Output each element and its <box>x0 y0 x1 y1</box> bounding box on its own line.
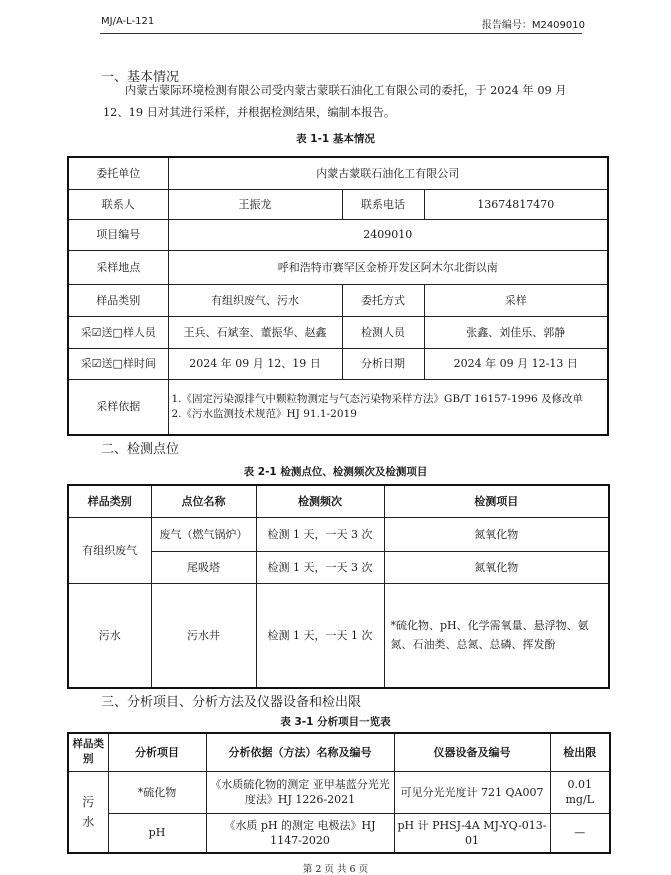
table-row <box>68 348 608 379</box>
instrument: pH 计 PHSJ-4A MJ-YQ-013-01 <box>394 813 550 853</box>
table-row <box>68 583 609 688</box>
water-category: 污水 <box>68 583 151 688</box>
point-name: 尾吸塔 <box>151 551 256 583</box>
table-row <box>68 284 608 316</box>
table-2-1-caption: 表 2-1 检测点位、检测频次及检测项目 <box>243 466 428 478</box>
analysis-date-value: 2024 年 09 月 12-13 日 <box>424 348 608 379</box>
frequency: 检测 1 天，一天 3 次 <box>256 517 384 551</box>
analysis-item: pH <box>108 813 206 853</box>
header-category: 样品类别 <box>68 485 151 517</box>
header-frequency: 检测频次 <box>256 485 384 517</box>
header-method: 分析依据（方法）名称及编号 <box>206 733 394 771</box>
table-row <box>68 771 610 813</box>
header-items: 检测项目 <box>384 485 609 517</box>
phone-label: 联系电话 <box>342 189 424 219</box>
section-1-title: 一、基本情况 <box>101 70 180 85</box>
analysis-item: *硫化物 <box>108 771 206 813</box>
tester-value: 张鑫、刘佳乐、郭静 <box>424 316 608 348</box>
analysis-method: 《水质 pH 的测定 电极法》HJ 1147-2020 <box>206 813 394 853</box>
header-point: 点位名称 <box>151 485 256 517</box>
tester-label: 检测人员 <box>342 316 424 348</box>
table-row <box>68 250 608 284</box>
basis-line-2: 2.《污水监测技术规范》HJ 91.1-2019 <box>171 407 357 420</box>
table-header-row <box>68 733 610 771</box>
site-label: 采样地点 <box>68 250 168 284</box>
test-items: 氮氧化物 <box>384 551 609 583</box>
detection-limit: — <box>550 813 610 853</box>
header-item: 分析项目 <box>108 733 206 771</box>
section-2-title: 二、检测点位 <box>101 442 180 457</box>
test-items: *硫化物、pH、化学需氧量、悬浮物、氨氮、石油类、总氮、总磷、挥发酚 <box>384 583 609 688</box>
site-value: 呼和浩特市赛罕区金桥开发区阿木尔北街以南 <box>168 250 608 284</box>
table-3-1-caption: 表 3-1 分析项目一览表 <box>280 716 391 728</box>
basis-value <box>168 379 608 435</box>
type-label: 样品类别 <box>68 284 168 316</box>
points-table <box>67 484 610 689</box>
project-label: 项目编号 <box>68 219 168 250</box>
sampler-value: 王兵、石斌奎、董振华、赵鑫 <box>168 316 342 348</box>
gas-category: 有组织废气 <box>68 517 151 583</box>
table-header-row <box>68 485 609 517</box>
header-divider <box>100 33 582 34</box>
analysis-table <box>67 732 611 854</box>
section-1-paragraph: 内蒙古蒙际环境检测有限公司受内蒙古蒙联石油化工有限公司的委托，于 2024 年 09 月 12、19 日对其进行采样，并根据检测结果，编制本报告。 <box>103 84 567 119</box>
table-row <box>68 219 608 250</box>
point-name: 废气（燃气锅炉） <box>151 517 256 551</box>
type-value: 有组织废气、污水 <box>168 284 342 316</box>
page-number: 第 2 页 共 6 页 <box>302 864 369 875</box>
frequency: 检测 1 天，一天 3 次 <box>256 551 384 583</box>
analysis-date-label: 分析日期 <box>342 348 424 379</box>
frequency: 检测 1 天，一天 1 次 <box>256 583 384 688</box>
basic-info-table <box>67 156 609 436</box>
basis-label: 采样依据 <box>68 379 168 435</box>
point-name: 污水井 <box>151 583 256 688</box>
header-instrument: 仪器设备及编号 <box>394 733 550 771</box>
client-label: 委托单位 <box>68 157 168 189</box>
document-code: MJ/A-L-121 <box>101 16 155 27</box>
report-number-label: 报告编号： <box>481 20 532 31</box>
header-limit: 检出限 <box>550 733 610 771</box>
section-3-title: 三、分析项目、分析方法及仪器设备和检出限 <box>101 695 362 710</box>
project-value: 2409010 <box>168 219 608 250</box>
table-row <box>68 517 609 551</box>
sampling-time-value: 2024 年 09 月 12、19 日 <box>168 348 342 379</box>
instrument: 可见分光光度计 721 QA007 <box>394 771 550 813</box>
table-1-1-caption: 表 1-1 基本情况 <box>296 133 375 145</box>
report-number-value: M2409010 <box>531 20 585 31</box>
table-row <box>68 813 610 853</box>
detection-limit: 0.01 mg/L <box>550 771 610 813</box>
analysis-method: 《水质硫化物的测定 亚甲基蓝分光光度法》HJ 1226-2021 <box>206 771 394 813</box>
water-category: 污水 <box>68 771 108 853</box>
contact-value: 王振龙 <box>168 189 342 219</box>
basis-line-1: 1.《固定污染源排气中颗粒物测定与气态污染物采样方法》GB/T 16157-1996 及修改单 <box>171 392 584 405</box>
report-number <box>482 16 585 31</box>
phone-value: 13674817470 <box>424 189 608 219</box>
header-category: 样品类别 <box>68 733 108 771</box>
method-label: 委托方式 <box>342 284 424 316</box>
client-value: 内蒙古蒙联石油化工有限公司 <box>168 157 608 189</box>
method-value: 采样 <box>424 284 608 316</box>
table-row <box>68 379 608 435</box>
table-row <box>68 157 608 189</box>
contact-label: 联系人 <box>68 189 168 219</box>
sampler-label: 采☑送□样人员 <box>68 316 168 348</box>
test-items: 氮氧化物 <box>384 517 609 551</box>
table-row <box>68 316 608 348</box>
table-row <box>68 189 608 219</box>
sampling-time-label: 采☑送□样时间 <box>68 348 168 379</box>
